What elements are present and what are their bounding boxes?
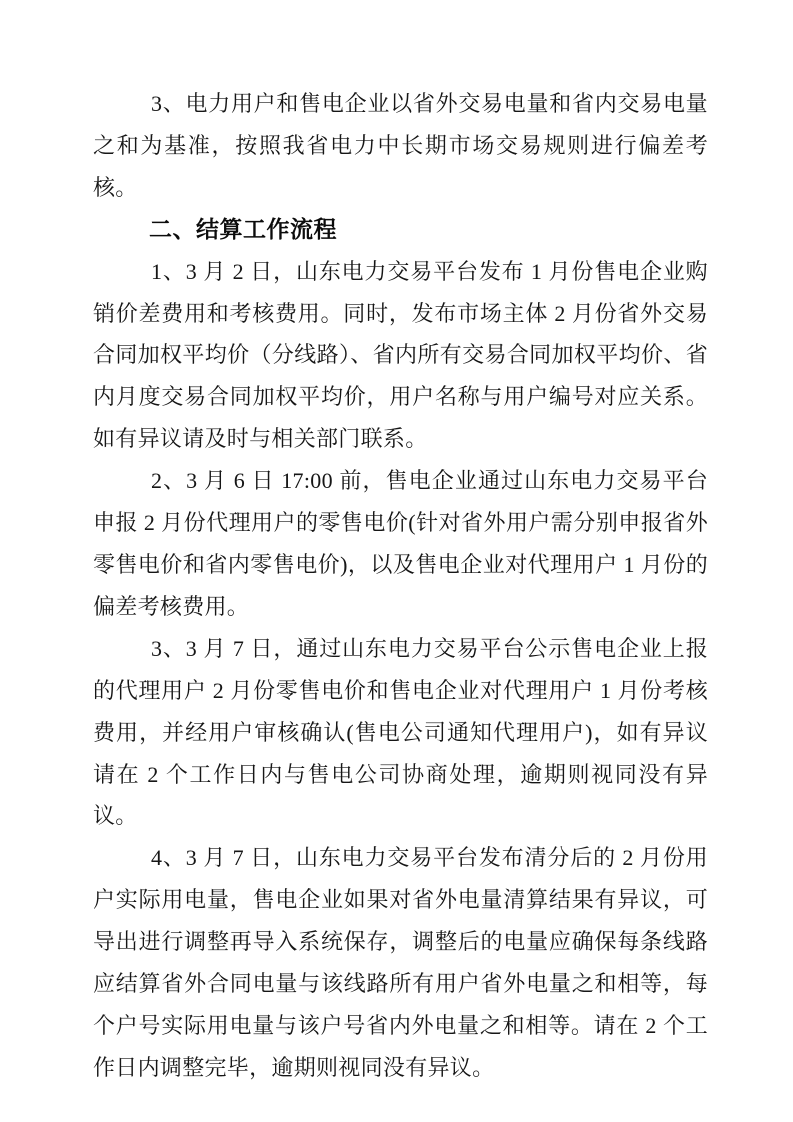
section-heading-settlement-workflow: 二、结算工作流程: [149, 215, 337, 242]
body-paragraph-step-3: 3、3 月 7 日，通过山东电力交易平台公示售电企业上报的代理用户 2 月份零售电价和售电企业对代理用户 1 月份考核费用，并经用户审核确认(售电公司通知代理用户)，如有异议请在 2 个工作日内与售电公司协商处理，逾期则视同没有异议。: [93, 635, 708, 829]
document-text-block: [93, 83, 708, 1089]
body-paragraph-step-1: 1、3 月 2 日，山东电力交易平台发布 1 月份售电企业购销价差费用和考核费用。同时，发布市场主体 2 月份省外交易合同加权平均价（分线路）、省内所有交易合同加权平均价、省内月度交易合同加权平均价，用户名称与用户编号对应关系。如有异议请及时与相关部门联系。: [93, 258, 708, 452]
body-paragraph-step-4: 4、3 月 7 日，山东电力交易平台发布清分后的 2 月份用户实际用电量，售电企业如果对省外电量清算结果有异议，可导出进行调整再导入系统保存，调整后的电量应确保每条线路应结算省外合同电量与该线路所有用户省外电量之和相等，每个户号实际用电量与该户号省内外电量之和相等。请在 2 个工作日内调整完毕，逾期则视同没有异议。: [93, 845, 708, 1080]
body-paragraph-item-3: 3、电力用户和售电企业以省外交易电量和省内交易电量之和为基准，按照我省电力中长期市场交易规则进行偏差考核。: [93, 91, 708, 200]
body-paragraph-step-2: 2、3 月 6 日 17:00 前，售电企业通过山东电力交易平台申报 2 月份代理用户的零售电价(针对省外用户需分别申报省外零售电价和省内零售电价)，以及售电企业对代理用户 1 月份的偏差考核费用。: [93, 468, 708, 619]
